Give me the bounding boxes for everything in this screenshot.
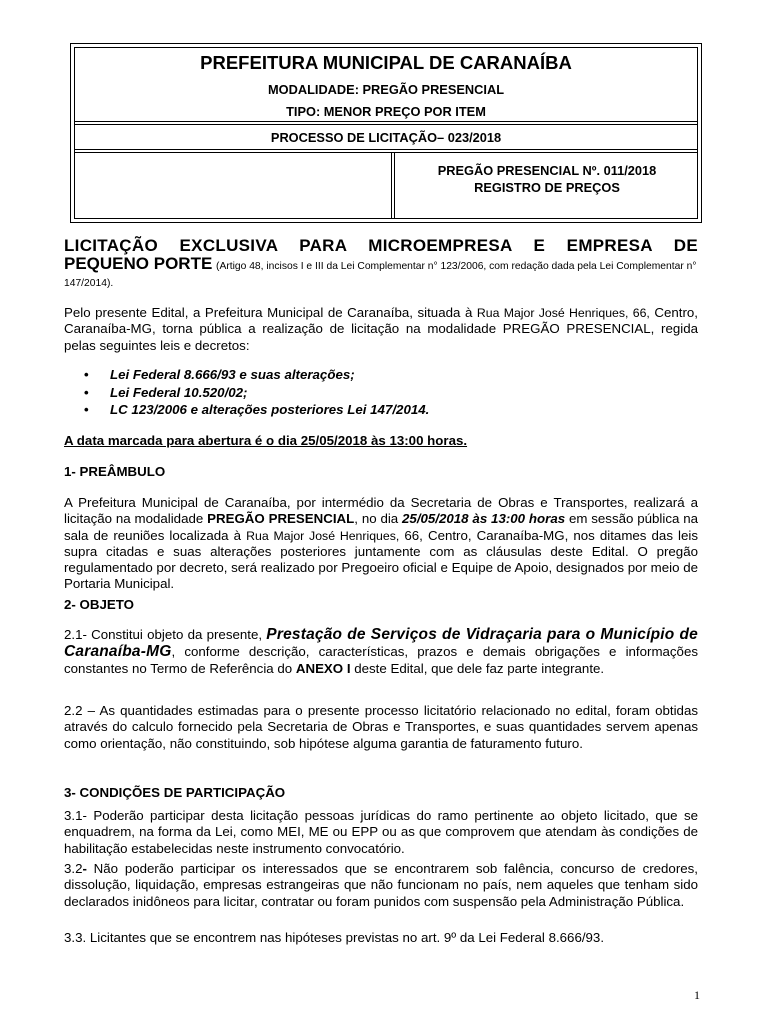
exclusive-legal-reference: (Artigo 48, incisos I e III da Lei Complementar n° 123/2006, com redação dada pela Lei Complementar n° 147/2014). <box>64 261 697 289</box>
intro-address: Rua Major José Henriques, 66, <box>476 306 650 320</box>
page-title: PREFEITURA MUNICIPAL DE CARANAÍBA <box>200 52 572 73</box>
exclusive-notice <box>64 236 698 291</box>
header-divider <box>75 152 697 153</box>
registro-precos: REGISTRO DE PREÇOS <box>474 180 620 195</box>
list-item: • LC 123/2006 e alterações posteriores Lei 147/2014. <box>84 401 429 419</box>
pregao-number: PREGÃO PRESENCIAL Nº. 011/2018 <box>437 163 657 178</box>
page-number: 1 <box>694 988 700 1002</box>
header-inner-frame <box>74 47 698 219</box>
intro-paragraph <box>64 305 698 354</box>
header-column-divider <box>391 152 392 218</box>
condicoes-paragraph-3: 3.3. Licitantes que se encontrem nas hipóteses previstas no art. 9º da Lei Federal 8.666/93. <box>64 930 605 945</box>
section-heading-objeto: 2- OBJETO <box>64 597 134 612</box>
opening-date: A data marcada para abertura é o dia 25/05/2018 às 13:00 horas. <box>64 433 468 448</box>
condicoes-paragraph-1: 3.1- Poderão participar desta licitação pessoas jurídicas do ramo pertinente ao objeto licitado, que se enquadrem, na forma da Lei, como MEI, ME ou EPP ou as que comprovem que atendam às condições de habilitação estabelecidas neste instrumento convocatório. <box>64 808 698 856</box>
list-item: • Lei Federal 10.520/02; <box>84 384 429 402</box>
section-heading-condicoes: 3- CONDIÇÕES DE PARTICIPAÇÃO <box>64 785 286 800</box>
condicoes-paragraph-2: 3.2- Não poderão participar os interessados que se encontrarem sob falência, concurso de credores, dissolução, liquidação, empresas estrangeiras que não funcionam no país, nem aqueles que tenham sido declarados inidôneos para licitar, contratar ou foram punidos com suspensão pela Administração Pública. <box>64 861 698 909</box>
laws-list <box>84 366 429 419</box>
intro-text: Centro, Caranaíba-MG, torna pública a realização de licitação na modalidade PREGÃO PRESENCIAL, regida pelas seguintes leis e decretos: <box>64 305 698 353</box>
header-divider <box>75 149 697 150</box>
header-divider <box>75 124 697 125</box>
header-box <box>70 43 702 223</box>
preambulo-paragraph: A Prefeitura Municipal de Caranaíba, por intermédio da Secretaria de Obras e Transportes, realizará a licitação na modalidade PREGÃO PRESENCIAL, no dia 25/05/2018 às 13:00 horas em sessão pública na sala de reuniões localizada à Rua Major José Henriques, 66, Centro, Caranaíba-MG, nos ditames das leis supra citadas e suas alterações posteriores juntamente com as cláusulas deste Edital. O pregão regulamentado por decreto, será realizado por Pregoeiro oficial e Equipe de Apoio, designados por meio de Portaria Municipal. <box>64 495 698 592</box>
header-divider <box>75 121 697 122</box>
exclusive-line2: PEQUENO PORTE <box>64 254 213 273</box>
processo-line: PROCESSO DE LICITAÇÃO– 023/2018 <box>270 130 502 145</box>
modalidade-line: MODALIDADE: PREGÃO PRESENCIAL <box>267 82 505 97</box>
objeto-paragraph-2: 2.2 – As quantidades estimadas para o presente processo licitatório relacionado no edital, foram obtidas através do calculo fornecido pela Secretaria de Obras e Transportes, e suas quantidades servem apenas como orientação, não constituindo, sob hipótese alguma garantia de faturamento futuro. <box>64 703 698 751</box>
objeto-paragraph-1: 2.1- Constitui objeto da presente, Prestação de Serviços de Vidraçaria para o Município de Caranaíba-MG, conforme descrição, características, prazos e demais obrigações e informações constantes no Termo de Referência do ANEXO I deste Edital, que dele faz parte integrante. <box>64 626 698 676</box>
intro-text: Pelo presente Edital, a Prefeitura Municipal de Caranaíba, situada à <box>64 305 477 320</box>
header-column-divider <box>394 152 395 218</box>
tipo-line: TIPO: MENOR PREÇO POR ITEM <box>286 104 486 119</box>
exclusive-line1: LICITAÇÃO EXCLUSIVA PARA MICROEMPRESA E EMPRESA DE <box>64 236 698 255</box>
section-heading-preambulo: 1- PREÂMBULO <box>64 464 166 479</box>
list-item: • Lei Federal 8.666/93 e suas alterações; <box>84 366 429 384</box>
